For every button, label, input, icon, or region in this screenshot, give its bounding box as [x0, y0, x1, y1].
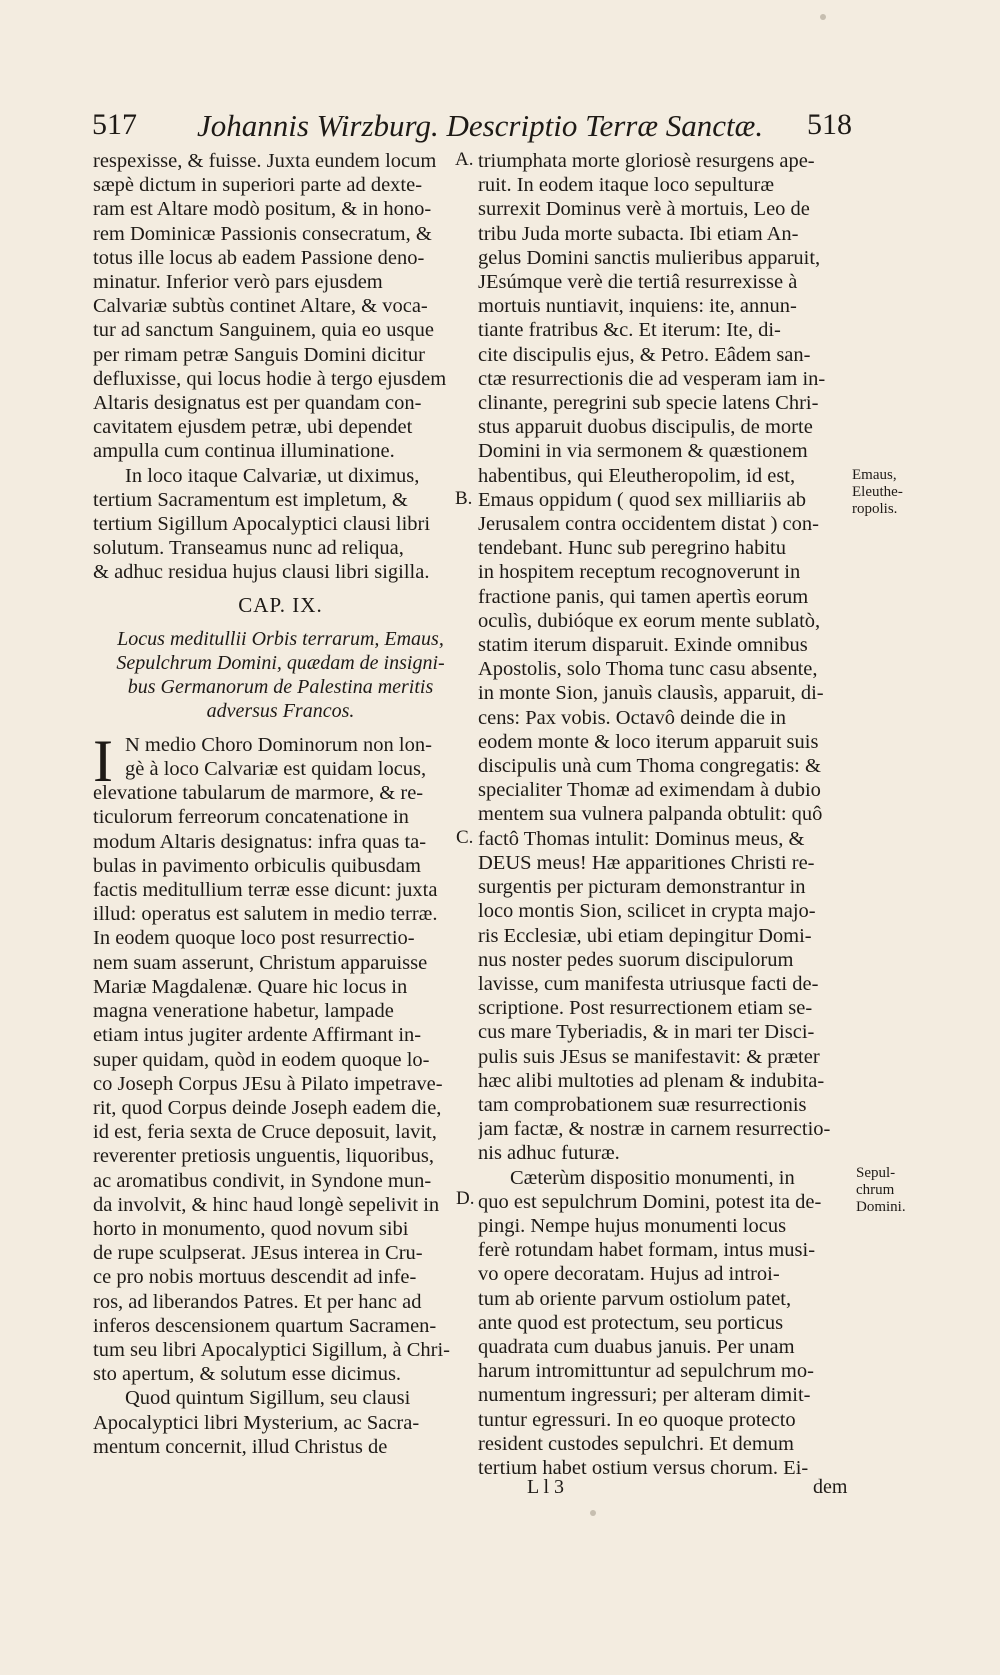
text-line: magna veneratione habetur, lampade [93, 1000, 394, 1023]
text-line: surrexit Dominus verè à mortuis, Leo de [478, 198, 810, 221]
text-line: ctæ resurrectionis die ad vesperam iam in- [478, 367, 826, 390]
margin-note-line: ropolis. [852, 501, 898, 517]
text-line: ruit. In eodem itaque loco sepulturæ [478, 174, 775, 197]
text-line: bulas in pavimento orbiculis quibusdam [93, 854, 421, 877]
margin-note-line: Eleuthe- [852, 484, 903, 500]
text-line: fractione panis, qui tamen apertìs eorum [478, 585, 809, 608]
text-line: da involvit, & hinc haud longè sepelivit in [93, 1193, 440, 1216]
text-line: totus ille locus ab eadem Passione deno- [93, 246, 425, 269]
text-line: minatur. Inferior verò pars ejusdem [93, 271, 383, 294]
text-line: rit, quod Corpus deinde Joseph eadem die, [93, 1096, 442, 1119]
text-line: cens: Pax vobis. Octavô deinde die in [478, 706, 787, 729]
section-letter-a: A. [455, 149, 474, 170]
section-letter-d: D. [456, 1188, 475, 1209]
text-line: gè à loco Calvariæ est quidam locus, [125, 758, 427, 781]
chapter-subtitle [93, 627, 468, 723]
text-line: statim iterum disparuit. Exinde omnibus [478, 634, 808, 657]
text-line: tum ab oriente parvum ostiolum patet, [478, 1287, 792, 1310]
text-line: elevatione tabularum de marmore, & re- [93, 782, 424, 805]
text-line: ac aromatibus condivit, in Syndone mun- [93, 1169, 432, 1192]
margin-note-line: Sepul- [856, 1165, 896, 1181]
text-line: rem Dominicæ Passionis consecratum, & [93, 222, 432, 245]
running-header [92, 108, 852, 148]
text-line: mentum concernit, illud Christus de [93, 1435, 388, 1458]
text-line: cus mare Tyberiadis, & in mari ter Disci- [478, 1021, 815, 1044]
page-number-right: 518 [807, 108, 852, 141]
text-line: inferos descensionem quartum Sacramen- [93, 1314, 437, 1337]
text-line: Mariæ Magdalenæ. Quare hic locus in [93, 975, 408, 998]
text-line: discipulis unà cum Thoma congregatis: & [478, 755, 821, 778]
text-line: triumphata morte gloriosè resurgens ape- [478, 150, 815, 172]
text-line: super quidam, quòd in eodem quoque lo- [93, 1048, 430, 1071]
section-letter-b: B. [455, 488, 473, 509]
text-line: factis meditullium terræ esse dicunt: juxta [93, 879, 438, 902]
text-line: Domini in via sermonem & quæstionem [478, 440, 808, 463]
text-line: resident custodes sepulchri. Et demum [478, 1432, 794, 1455]
text-line: eodem monte & loco iterum apparuit suis [478, 730, 819, 753]
text-line: N medio Choro Dominorum non lon- [125, 733, 432, 756]
drop-cap: I [93, 727, 113, 794]
text-line: quadrata cum duabus januis. Per unam [478, 1335, 795, 1358]
page-number-left: 517 [92, 108, 137, 141]
text-line: surgentis per picturam demonstrantur in [478, 876, 806, 899]
text-line: harum intromittuntur ad sepulchrum mo- [478, 1360, 814, 1383]
text-line: nus noster pedes suorum discipulorum [478, 948, 794, 971]
text-line: factô Thomas intulit: Dominus meus, & [478, 827, 805, 850]
text-line: Calvariæ subtùs continet Altare, & voca- [93, 295, 428, 318]
text-line: tiante fratribus &c. Et iterum: Ite, di- [478, 319, 781, 342]
text-line: tuntur egressuri. In eo quoque protecto [478, 1408, 796, 1431]
text-line: numentum ingressuri; per alteram dimit- [478, 1384, 811, 1407]
margin-note-line: Domini. [856, 1199, 906, 1215]
text-line: ris Ecclesiæ, ubi etiam depingitur Domi- [478, 924, 812, 947]
text-line: habentibus, qui Eleutheropolim, id est, [478, 464, 796, 487]
text-line: tur ad sanctum Sanguinem, quia eo usque [93, 319, 435, 342]
text-line: reverenter pretiosis unguentis, liquoribus, [93, 1145, 435, 1168]
catchword: dem [813, 1476, 848, 1498]
text-line: solutum. Transeamus nunc ad reliqua, [93, 537, 404, 560]
text-line: cite discipulis ejus, & Petro. Eâdem san- [478, 343, 811, 366]
text-line: scriptione. Post resurrectionem etiam se- [478, 997, 813, 1020]
text-line: In loco itaque Calvariæ, ut diximus, [125, 464, 420, 487]
text-line: in hospitem receptum recognoverunt in [478, 561, 801, 584]
text-line: modum Altaris designatus: infra quas ta- [93, 830, 427, 853]
text-line: co Joseph Corpus JEsu à Pilato impetrave- [93, 1072, 443, 1095]
text-line: DEUS meus! Hæ apparitiones Christi re- [478, 851, 815, 874]
text-line: specialiter Thomæ ad eximendam à dubio [478, 779, 821, 802]
text-line: ram est Altare modò positum, & in hono- [93, 198, 432, 221]
text-line: quo est sepulchrum Domini, potest ita de- [478, 1190, 822, 1213]
text-line: clinante, peregrini sub specie latens Chri- [478, 392, 819, 415]
text-line: horto in monumento, quod novum sibi [93, 1217, 409, 1240]
text-line: pulis suis JEsus se manifestavit: & præter [478, 1045, 820, 1068]
text-line: ante quod est protectum, seu porticus [478, 1311, 784, 1334]
text-line: etiam intus jugiter ardente Affirmant in- [93, 1024, 422, 1047]
text-line: nem suam asserunt, Christum apparuisse [93, 951, 428, 974]
running-title: Johannis Wirzburg. Descriptio Terræ Sanctæ. [197, 108, 764, 143]
subtitle-line: Sepulchrum Domini, quædam de insigni- [116, 651, 445, 674]
text-line: ce pro nobis mortuus descendit ad infe- [93, 1266, 417, 1289]
paper-spot [820, 14, 826, 20]
text-line: per rimam petræ Sanguis Domini dicitur [93, 343, 425, 366]
margin-note-line: Emaus, [852, 467, 897, 483]
text-line: tendebant. Hunc sub peregrino habitu [478, 537, 786, 560]
text-line: tam comprobationem suæ resurrectionis [478, 1093, 807, 1116]
margin-note-emaus [852, 467, 903, 518]
text-line: ticulorum ferreorum concatenatione in [93, 806, 409, 829]
text-line: Altaris designatus est per quandam con- [93, 392, 422, 415]
text-line: defluxisse, qui locus hodie à tergo ejusdem [93, 367, 447, 390]
text-line: mentem sua vulnera palpanda obtulit: quô [478, 803, 823, 826]
text-line: ampulla cum continua illuminatione. [93, 440, 395, 463]
text-line: ros, ad liberandos Patres. Et per hanc ad [93, 1290, 422, 1313]
text-line: Quod quintum Sigillum, seu clausi [125, 1387, 411, 1410]
text-line: In eodem quoque loco post resurrectio- [93, 927, 415, 950]
text-line: gelus Domini sanctis mulieribus apparuit, [478, 246, 821, 269]
text-line: oculìs, dubióque ex eorum mente sublatò, [478, 609, 821, 632]
margin-note-line: chrum [856, 1182, 895, 1198]
subtitle-line: adversus Francos. [206, 699, 355, 722]
subtitle-line: bus Germanorum de Palestina meritis [127, 675, 434, 698]
text-line: & adhuc residua hujus clausi libri sigilla. [93, 561, 430, 584]
text-line: tum seu libri Apocalyptici Sigillum, à Chri- [93, 1338, 451, 1361]
text-line: ferè rotundam habet formam, intus musi- [478, 1239, 816, 1262]
right-column [478, 149, 850, 1480]
text-line: jam factæ, & nostræ in carnem resurrectio- [478, 1118, 831, 1141]
text-line: cavitatem ejusdem petræ, ubi dependet [93, 416, 413, 439]
text-line: tertium Sigillum Apocalyptici clausi libri [93, 513, 431, 536]
text-line: sæpè dictum in superiori parte ad dexte- [93, 174, 423, 197]
text-line: nis adhuc futuræ. [478, 1142, 620, 1165]
text-line: pingi. Nempe hujus monumenti locus [478, 1214, 787, 1237]
text-line: de rupe sculpserat. JEsus interea in Cru- [93, 1242, 423, 1265]
text-line: Cæterùm dispositio monumenti, in [510, 1166, 795, 1189]
signature-mark: L l 3 [527, 1476, 565, 1498]
text-line: JEsúmque verè die tertiâ resurrexisse à [478, 271, 798, 294]
text-line: id est, feria sexta de Cruce deposuit, lavit, [93, 1121, 437, 1144]
text-line: mortuis nuntiavit, inquiens: ite, annun- [478, 295, 797, 318]
text-line: Jerusalem contra occidentem distat ) con- [478, 513, 819, 536]
text-line: Emaus oppidum ( quod sex milliariis ab [478, 488, 806, 511]
paper-spot [590, 1510, 596, 1516]
text-line: loco montis Sion, scilicet in crypta majo- [478, 900, 816, 923]
text-line: respexisse, & fuisse. Juxta eundem locum [93, 150, 437, 172]
left-column [93, 149, 468, 1459]
section-letter-c: C. [456, 827, 474, 848]
text-line: tertium Sacramentum est impletum, & [93, 488, 408, 511]
text-line: tribu Juda morte subacta. Ibi etiam An- [478, 222, 799, 245]
text-line: vo opere decoratam. Hujus ad introi- [478, 1263, 780, 1286]
text-line: stus apparuit duobus discipulis, de morte [478, 416, 813, 439]
text-line: sto apertum, & solutum esse dicimus. [93, 1363, 402, 1386]
text-line: lavisse, cum manifesta utriusque facti de- [478, 972, 819, 995]
text-line: in monte Sion, januìs clausìs, apparuit, di- [478, 682, 824, 705]
text-line: illud: operatus est salutem in medio terræ. [93, 903, 438, 926]
chapter-title: CAP. IX. [238, 592, 323, 617]
text-line: tertium habet ostium versus chorum. Ei- [478, 1456, 809, 1479]
text-line: Apocalyptici libri Mysterium, ac Sacra- [93, 1411, 420, 1434]
text-line: hæc alibi multoties ad plenam & indubita- [478, 1069, 825, 1092]
text-line: Apostolis, solo Thoma tunc casu absente, [478, 658, 818, 681]
subtitle-line: Locus meditullii Orbis terrarum, Emaus, [117, 627, 444, 650]
margin-note-sepulchrum [856, 1165, 906, 1216]
